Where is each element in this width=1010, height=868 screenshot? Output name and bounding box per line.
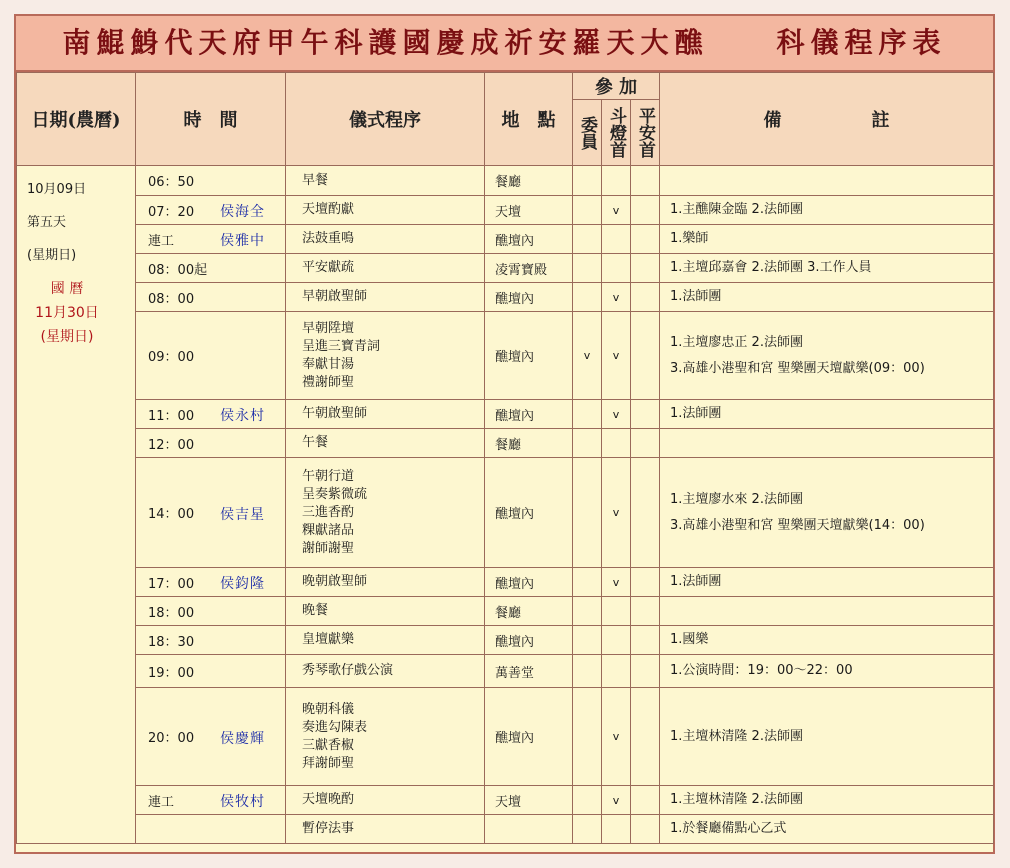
time-cell xyxy=(136,283,286,312)
lunar-date: 10月09日 xyxy=(27,182,87,197)
time-cell xyxy=(136,196,286,225)
location-cell: 凌霄寶殿 xyxy=(485,254,573,283)
location-cell: 餐廳 xyxy=(485,429,573,458)
ceremony-cell xyxy=(286,429,485,458)
time-value: 連工 xyxy=(148,794,175,810)
time-cell xyxy=(136,655,286,688)
doudeng-check: v xyxy=(602,196,631,225)
time-cell xyxy=(136,225,286,254)
remarks-cell xyxy=(660,688,994,786)
remarks-cell xyxy=(660,283,994,312)
remarks-cell xyxy=(660,568,994,597)
table-row xyxy=(17,458,994,568)
doudeng-check: v xyxy=(602,312,631,400)
time-value: 14：00 xyxy=(148,507,195,522)
person-name: 侯鈞隆 xyxy=(220,576,265,592)
remark-line: 1.法師團 xyxy=(670,289,722,304)
person-name: 侯慶輝 xyxy=(220,730,265,747)
pingan-check xyxy=(631,225,660,254)
header-date: 日期(農曆) xyxy=(17,73,136,166)
time-cell xyxy=(136,166,286,196)
ceremony-cell xyxy=(286,786,485,815)
ceremony-step: 三進香酌 xyxy=(302,504,355,520)
header-participate: 參 加 xyxy=(573,73,660,100)
header-committee: 委員 xyxy=(573,100,602,166)
remarks-cell xyxy=(660,166,994,196)
person-name: 侯永村 xyxy=(220,408,265,424)
national-weekday: (星期日) xyxy=(40,329,94,345)
pingan-check xyxy=(631,312,660,400)
national-date: 11月30日 xyxy=(35,305,99,321)
time-value: 07：20 xyxy=(148,204,195,220)
doudeng-check xyxy=(602,626,631,655)
time-value: 18：00 xyxy=(148,605,195,621)
remarks-cell xyxy=(660,786,994,815)
ceremony-step: 午餐 xyxy=(302,435,329,450)
schedule-table xyxy=(16,72,994,844)
location-cell: 萬善堂 xyxy=(485,655,573,688)
header-pingan: 平安首 xyxy=(631,100,660,166)
ceremony-step: 天壇酌獻 xyxy=(302,202,355,217)
table-row xyxy=(17,815,994,844)
doudeng-check xyxy=(602,655,631,688)
table-row xyxy=(17,626,994,655)
doudeng-check xyxy=(602,429,631,458)
location-cell: 醮壇內 xyxy=(485,568,573,597)
pingan-check xyxy=(631,196,660,225)
ceremony-step: 晚餐 xyxy=(302,603,329,618)
header-location: 地 點 xyxy=(485,73,573,166)
remarks-cell xyxy=(660,815,994,844)
table-row xyxy=(17,312,994,400)
ceremony-step: 皇壇獻樂 xyxy=(302,632,355,647)
ceremony-step: 奉獻甘湯 xyxy=(302,356,355,372)
ceremony-step: 呈奏紫微疏 xyxy=(302,486,368,502)
pingan-check xyxy=(631,815,660,844)
ceremony-cell xyxy=(286,688,485,786)
table-row xyxy=(17,429,994,458)
time-value: 08：00 xyxy=(148,291,195,307)
table-row xyxy=(17,655,994,688)
committee-check: v xyxy=(573,312,602,400)
ceremony-step: 天壇晚酌 xyxy=(302,792,355,807)
ceremony-cell xyxy=(286,655,485,688)
remarks-cell xyxy=(660,458,994,568)
ceremony-cell xyxy=(286,254,485,283)
remark-line: 1.主壇林清隆 2.法師團 xyxy=(670,728,803,744)
committee-check xyxy=(573,283,602,312)
ceremony-cell xyxy=(286,400,485,429)
time-value: 18：30 xyxy=(148,634,195,650)
time-value: 11：00 xyxy=(148,408,195,424)
time-cell xyxy=(136,400,286,429)
table-row xyxy=(17,597,994,626)
schedule-frame xyxy=(14,14,995,854)
ceremony-step: 奏進勾陳表 xyxy=(302,719,368,735)
location-cell: 醮壇內 xyxy=(485,688,573,786)
ceremony-cell xyxy=(286,815,485,844)
ceremony-cell xyxy=(286,312,485,400)
time-cell xyxy=(136,312,286,400)
ceremony-step: 早朝啟聖師 xyxy=(302,289,368,304)
ceremony-step: 平安獻疏 xyxy=(302,260,355,275)
person-name: 侯吉星 xyxy=(220,506,265,523)
committee-check xyxy=(573,429,602,458)
table-row xyxy=(17,283,994,312)
table-row xyxy=(17,254,994,283)
ceremony-step: 三獻香椒 xyxy=(302,737,355,753)
committee-check xyxy=(573,626,602,655)
time-value: 20：00 xyxy=(148,731,195,746)
doudeng-check xyxy=(602,597,631,626)
committee-check xyxy=(573,400,602,429)
time-value: 12：00 xyxy=(148,437,195,453)
time-value: 08：00起 xyxy=(148,262,208,278)
ceremony-step: 午朝啟聖師 xyxy=(302,406,368,421)
time-value: 06：50 xyxy=(148,175,195,190)
location-cell: 天壇 xyxy=(485,786,573,815)
ceremony-cell xyxy=(286,166,485,196)
ceremony-step: 晚朝啟聖師 xyxy=(302,574,368,589)
location-cell: 醮壇內 xyxy=(485,400,573,429)
table-row xyxy=(17,400,994,429)
pingan-check xyxy=(631,786,660,815)
time-cell xyxy=(136,597,286,626)
location-cell: 醮壇內 xyxy=(485,283,573,312)
committee-check xyxy=(573,458,602,568)
pingan-check xyxy=(631,688,660,786)
location-cell: 醮壇內 xyxy=(485,312,573,400)
ceremony-cell xyxy=(286,283,485,312)
pingan-check xyxy=(631,655,660,688)
header-ceremony: 儀式程序 xyxy=(286,73,485,166)
table-row xyxy=(17,568,994,597)
pingan-check xyxy=(631,429,660,458)
table-row xyxy=(17,786,994,815)
time-cell xyxy=(136,815,286,844)
ceremony-step: 法鼓重鳴 xyxy=(302,231,355,246)
person-name: 侯雅中 xyxy=(220,233,265,249)
remarks-cell xyxy=(660,400,994,429)
date-cell xyxy=(17,166,136,844)
time-cell xyxy=(136,688,286,786)
ceremony-cell xyxy=(286,225,485,254)
ceremony-step: 晚朝科儀 xyxy=(302,701,355,717)
doudeng-check xyxy=(602,815,631,844)
ceremony-step: 拜謝師聖 xyxy=(302,755,355,771)
pingan-check xyxy=(631,626,660,655)
ceremony-step: 午朝行道 xyxy=(302,468,355,484)
remark-line: 1.主壇邱嘉會 2.法師團 3.工作人員 xyxy=(670,260,872,275)
time-cell xyxy=(136,626,286,655)
remarks-cell xyxy=(660,626,994,655)
ceremony-step: 早餐 xyxy=(302,172,329,188)
ceremony-step: 謝師謝聖 xyxy=(302,540,355,556)
doudeng-check: v xyxy=(602,458,631,568)
national-calendar-label: 國 曆 xyxy=(50,281,84,297)
remarks-cell xyxy=(660,597,994,626)
committee-check xyxy=(573,568,602,597)
committee-check xyxy=(573,655,602,688)
time-value: 09：00 xyxy=(148,350,195,365)
committee-check xyxy=(573,166,602,196)
pingan-check xyxy=(631,254,660,283)
ceremony-step: 呈進三寶青詞 xyxy=(302,338,381,354)
doudeng-check xyxy=(602,225,631,254)
header-doudeng: 斗燈首 xyxy=(602,100,631,166)
page-title: 南鯤鯓代天府甲午科護國慶成祈安羅天大醮 科儀程序表 xyxy=(16,16,993,72)
remark-line: 1.主壇廖忠正 2.法師團 xyxy=(670,334,803,350)
table-row xyxy=(17,166,994,196)
doudeng-check: v xyxy=(602,400,631,429)
remark-line: 1.法師團 xyxy=(670,574,722,589)
committee-check xyxy=(573,688,602,786)
time-value: 17：00 xyxy=(148,576,195,592)
ceremony-step: 粿獻諸品 xyxy=(302,522,355,538)
pingan-check xyxy=(631,166,660,196)
location-cell: 餐廳 xyxy=(485,597,573,626)
doudeng-check xyxy=(602,166,631,196)
remark-line: 1.公演時間：19：00～22：00 xyxy=(670,663,853,678)
doudeng-check: v xyxy=(602,786,631,815)
remark-line: 3.高雄小港聖和宮 聖樂團天壇獻樂(14：00) xyxy=(670,517,925,533)
time-cell xyxy=(136,429,286,458)
remarks-cell xyxy=(660,655,994,688)
ceremony-cell xyxy=(286,458,485,568)
remark-line: 1.樂師 xyxy=(670,231,709,246)
remarks-cell xyxy=(660,225,994,254)
doudeng-check: v xyxy=(602,688,631,786)
remark-line: 3.高雄小港聖和宮 聖樂團天壇獻樂(09：00) xyxy=(670,360,925,376)
time-cell xyxy=(136,568,286,597)
remarks-cell xyxy=(660,312,994,400)
day-number: 第五天 xyxy=(27,215,67,230)
time-value: 連工 xyxy=(148,233,175,249)
ceremony-cell xyxy=(286,568,485,597)
remarks-cell xyxy=(660,196,994,225)
pingan-check xyxy=(631,597,660,626)
ceremony-step: 暫停法事 xyxy=(302,821,355,836)
doudeng-check: v xyxy=(602,568,631,597)
ceremony-step: 禮謝師聖 xyxy=(302,374,355,390)
pingan-check xyxy=(631,568,660,597)
pingan-check xyxy=(631,283,660,312)
pingan-check xyxy=(631,458,660,568)
time-cell xyxy=(136,254,286,283)
committee-check xyxy=(573,196,602,225)
table-row xyxy=(17,225,994,254)
ceremony-cell xyxy=(286,196,485,225)
location-cell: 餐廳 xyxy=(485,166,573,196)
committee-check xyxy=(573,254,602,283)
committee-check xyxy=(573,786,602,815)
remark-line: 1.主壇廖水來 2.法師團 xyxy=(670,491,803,507)
time-cell xyxy=(136,786,286,815)
remark-line: 1.國樂 xyxy=(670,632,709,647)
location-cell xyxy=(485,815,573,844)
header-time: 時 間 xyxy=(136,73,286,166)
schedule-body xyxy=(17,166,994,844)
location-cell: 醮壇內 xyxy=(485,458,573,568)
weekday: (星期日) xyxy=(27,248,77,263)
location-cell: 醮壇內 xyxy=(485,225,573,254)
committee-check xyxy=(573,597,602,626)
time-value: 19：00 xyxy=(148,665,195,681)
remark-line: 1.法師團 xyxy=(670,406,722,421)
pingan-check xyxy=(631,400,660,429)
location-cell: 天壇 xyxy=(485,196,573,225)
doudeng-check: v xyxy=(602,283,631,312)
ceremony-cell xyxy=(286,626,485,655)
time-cell xyxy=(136,458,286,568)
remarks-cell xyxy=(660,254,994,283)
header-remarks: 備 註 xyxy=(660,73,994,166)
person-name: 侯牧村 xyxy=(220,794,265,810)
ceremony-step: 早朝陞壇 xyxy=(302,320,355,336)
committee-check xyxy=(573,815,602,844)
doudeng-check xyxy=(602,254,631,283)
person-name: 侯海全 xyxy=(220,204,265,220)
ceremony-step: 秀琴歌仔戲公演 xyxy=(302,663,394,678)
remark-line: 1.於餐廳備點心乙式 xyxy=(670,821,787,836)
table-row xyxy=(17,196,994,225)
remark-line: 1.主醮陳金臨 2.法師團 xyxy=(670,202,803,217)
location-cell: 醮壇內 xyxy=(485,626,573,655)
remarks-cell xyxy=(660,429,994,458)
ceremony-cell xyxy=(286,597,485,626)
committee-check xyxy=(573,225,602,254)
table-row xyxy=(17,688,994,786)
remark-line: 1.主壇林清隆 2.法師團 xyxy=(670,792,803,807)
